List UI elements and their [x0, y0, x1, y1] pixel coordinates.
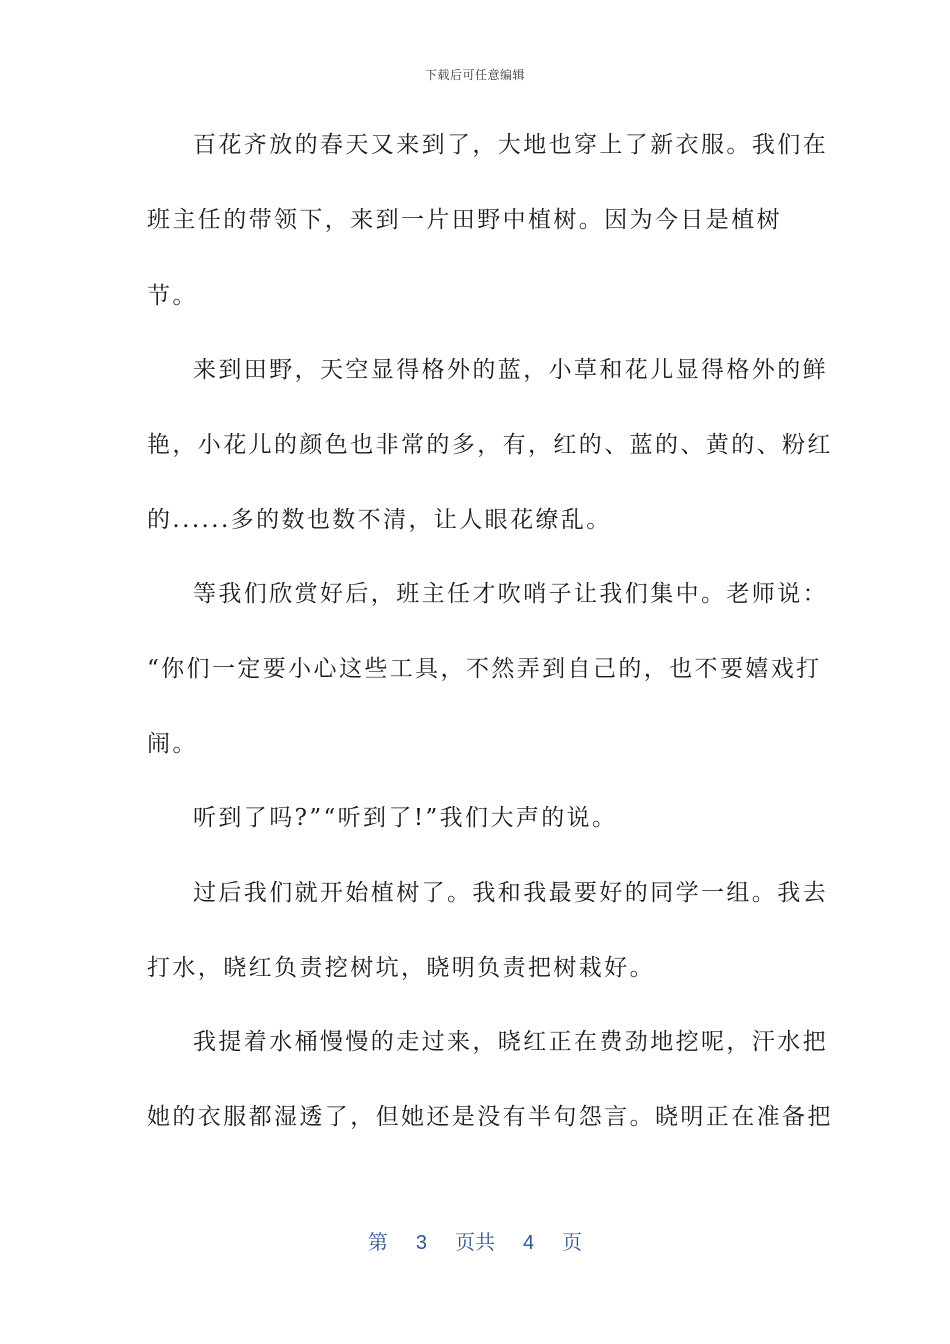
- text-line: 的......多的数也数不清，让人眼花缭乱。: [147, 507, 612, 533]
- text-line: 她的衣服都湿透了，但她还是没有半句怨言。晓明正在准备把: [147, 1104, 833, 1130]
- text-line: 来到田野，天空显得格外的蓝，小草和花儿显得格外的鲜: [193, 357, 828, 383]
- footer-total-pages: 4: [523, 1232, 535, 1254]
- text-line: 我提着水桶慢慢的走过来，晓红正在费劲地挖呢，汗水把: [193, 1029, 828, 1055]
- text-line: “你们一定要小心这些工具，不然弄到自己的，也不要嬉戏打: [147, 656, 822, 682]
- footer-current-page: 3: [415, 1232, 427, 1254]
- text-line: 闹。: [147, 731, 198, 757]
- text-line: 打水，晓红负责挖树坑，晓明负责把树栽好。: [147, 955, 655, 981]
- header-note: 下载后可任意编辑: [424, 68, 525, 82]
- footer-label-end: 页: [562, 1232, 583, 1254]
- text-line: 节。: [147, 283, 198, 309]
- text-line: 艳，小花儿的颜色也非常的多，有，红的、蓝的、黄的、粉红: [147, 432, 833, 458]
- footer-label-of: 页共: [455, 1232, 495, 1254]
- text-line: 百花齐放的春天又来到了，大地也穿上了新衣服。我们在: [193, 132, 828, 158]
- text-line: 听到了吗?”“听到了!”我们大声的说。: [193, 805, 618, 831]
- text-line: 过后我们就开始植树了。我和我最要好的同学一组。我去: [193, 880, 828, 906]
- page-footer: [0, 1226, 950, 1255]
- footer-label-page: 第: [367, 1232, 388, 1254]
- text-line: 班主任的带领下，来到一片田野中植树。因为今日是植树: [147, 207, 782, 233]
- text-line: 等我们欣赏好后，班主任才吹哨子让我们集中。老师说：: [193, 581, 828, 607]
